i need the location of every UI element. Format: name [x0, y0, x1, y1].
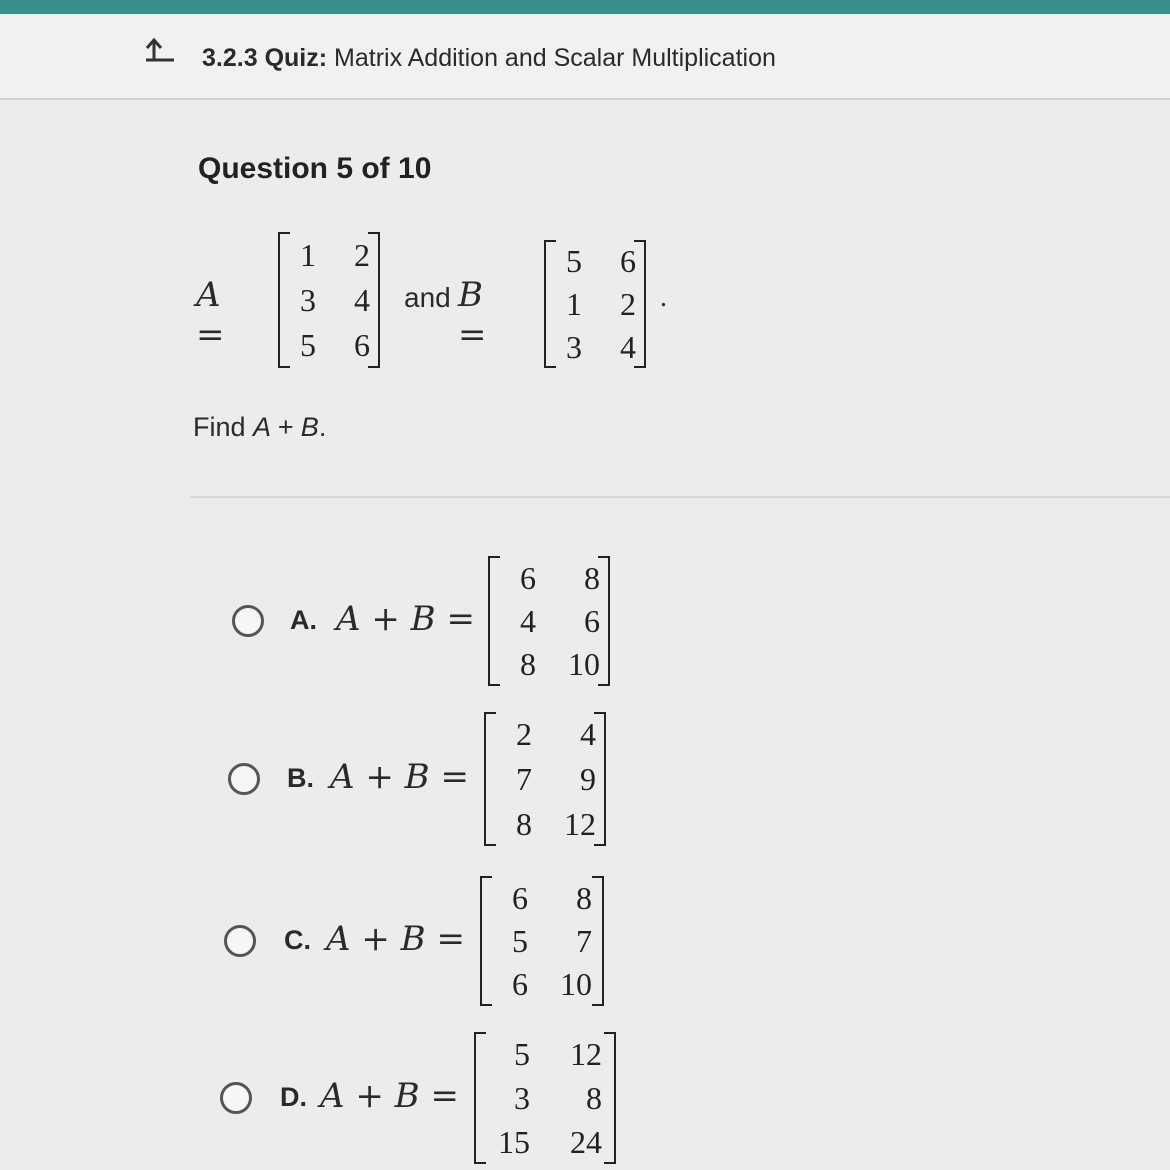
option-expression: A + B =	[320, 1076, 459, 1116]
prompt-expression: A + B	[253, 412, 319, 442]
period: .	[660, 282, 667, 313]
matrix-cell: 7	[576, 923, 592, 959]
option-matrix	[488, 556, 610, 686]
matrix-cell: 12	[564, 805, 596, 842]
option-c[interactable]	[0, 876, 700, 1006]
prompt-prefix: Find	[193, 412, 254, 442]
quiz-code: 3.2.3	[202, 44, 258, 72]
option-matrix	[474, 1032, 616, 1164]
option-letter: B.	[287, 763, 314, 793]
radio-button-icon[interactable]	[220, 1082, 252, 1114]
matrix-cell: 3	[566, 328, 582, 365]
matrix-cell: 5	[300, 327, 316, 364]
matrix-cell: 12	[570, 1036, 602, 1072]
matrix-cell: 4	[580, 716, 596, 753]
matrix-cell: 7	[516, 761, 532, 797]
matrix-cell: 1	[566, 286, 582, 322]
option-letter: D.	[280, 1082, 307, 1112]
matrix-cell: 2	[354, 236, 370, 273]
matrix-cell: 3	[300, 282, 316, 318]
matrix-b-name: B =	[458, 275, 487, 355]
question-prompt	[193, 412, 326, 443]
section-divider	[190, 496, 1170, 498]
matrix-cell: 1	[300, 236, 316, 273]
option-letter: C.	[284, 925, 311, 955]
right-bracket	[604, 1032, 616, 1164]
radio-button-icon[interactable]	[228, 763, 260, 795]
matrix-a	[278, 232, 380, 368]
matrix-cell: 15	[498, 1124, 530, 1160]
matrix-cell: 6	[354, 327, 370, 364]
quiz-header	[0, 14, 1170, 100]
option-matrix	[480, 876, 604, 1006]
matrix-a-name: A =	[196, 275, 225, 355]
matrix-cell: 9	[580, 761, 596, 797]
option-expression: A + B =	[326, 919, 465, 959]
matrix-cell: 5	[566, 243, 582, 280]
matrix-cell: 6	[620, 243, 636, 280]
quiz-title	[202, 44, 776, 73]
prompt-suffix: .	[318, 412, 327, 442]
radio-button-icon[interactable]	[232, 605, 264, 637]
matrix-cell: 10	[568, 646, 600, 683]
matrix-b	[544, 240, 646, 368]
option-expression: A + B =	[330, 757, 469, 797]
and-text: and	[404, 282, 451, 313]
radio-button-icon[interactable]	[224, 925, 256, 957]
matrix-cell: 8	[516, 805, 532, 842]
option-d[interactable]	[0, 1032, 700, 1164]
option-letter: A.	[290, 605, 317, 635]
matrix-cell: 8	[584, 559, 600, 596]
option-b[interactable]	[0, 712, 700, 846]
matrix-cell: 6	[512, 966, 528, 1003]
matrix-cell: 4	[354, 282, 370, 318]
option-matrix	[484, 712, 606, 846]
matrix-cell: 4	[620, 328, 636, 365]
matrix-cell: 24	[570, 1124, 602, 1160]
matrix-cell: 5	[514, 1036, 530, 1072]
matrix-cell: 4	[520, 603, 536, 639]
matrix-cell: 6	[520, 559, 536, 596]
matrix-cell: 8	[520, 646, 536, 683]
quiz-kind: Quiz:	[264, 44, 328, 72]
option-a[interactable]	[0, 556, 700, 686]
matrix-cell: 6	[512, 879, 528, 916]
matrix-cell: 8	[586, 1080, 602, 1116]
back-arrow-icon[interactable]	[140, 34, 180, 66]
matrix-cell: 8	[576, 879, 592, 916]
matrix-cell: 2	[516, 716, 532, 753]
top-accent-bar	[0, 0, 1170, 14]
matrix-cell: 5	[512, 923, 528, 959]
matrix-cell: 6	[584, 603, 600, 639]
quiz-title-text: Matrix Addition and Scalar Multiplication	[334, 44, 776, 72]
option-expression: A + B =	[336, 599, 475, 639]
matrix-cell: 3	[514, 1080, 530, 1116]
matrix-cell: 10	[560, 966, 592, 1003]
matrix-cell: 2	[620, 286, 636, 322]
right-bracket	[592, 876, 604, 1006]
question-counter: Question 5 of 10	[198, 152, 432, 185]
